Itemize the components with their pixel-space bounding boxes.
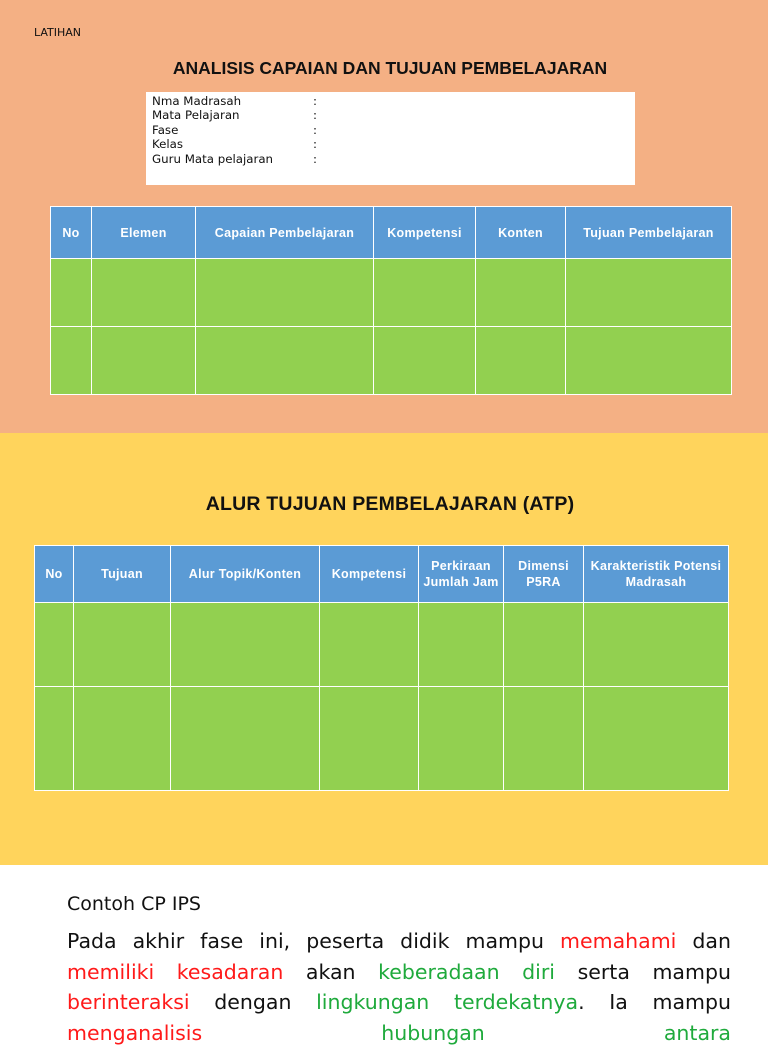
header-no: No [35,546,74,603]
info-label: Nma Madrasah [152,94,242,108]
table-cell[interactable] [92,259,196,327]
info-label: Mata Pelajaran [152,108,240,123]
info-row-fase [152,123,629,137]
header-elemen: Elemen [92,207,196,259]
table-cell[interactable] [35,687,74,791]
table-cell[interactable] [171,603,320,687]
table-cell[interactable] [74,603,171,687]
table-cell[interactable] [374,259,476,327]
table-cell[interactable] [476,259,566,327]
table-cell[interactable] [504,687,584,791]
info-row-mata-pelajaran [152,108,629,122]
table-cell[interactable] [35,603,74,687]
header-perkiraan-jumlah-jam: Perkiraan Jumlah Jam [419,546,504,603]
table-cell[interactable] [584,603,729,687]
paragraph-segment: dan [676,929,731,953]
info-label: Fase [152,122,179,137]
table-cell[interactable] [320,603,419,687]
header-tujuan: Tujuan [74,546,171,603]
info-colon: : [313,122,317,137]
table-cell[interactable] [51,327,92,395]
info-label: Guru Mata pelajaran [152,151,274,166]
table-cell[interactable] [374,327,476,395]
info-colon: : [313,151,317,166]
cp-paragraph [67,926,731,1048]
table-row [35,687,729,791]
table-row [35,603,729,687]
header-konten: Konten [476,207,566,259]
info-row-madrasah [152,94,629,108]
info-colon: : [313,94,317,108]
table-cell[interactable] [196,327,374,395]
header-no: No [51,207,92,259]
paragraph-segment: berinteraksi [67,990,190,1014]
header-alur-topik-konten: Alur Topik/Konten [171,546,320,603]
table-header-row [35,546,729,603]
paragraph-segment: Pada akhir fase ini, peserta didik mampu [67,929,561,953]
header-kompetensi: Kompetensi [374,207,476,259]
header-kompetensi: Kompetensi [320,546,419,603]
table-cell[interactable] [51,259,92,327]
table-row [51,259,732,327]
table-cell[interactable] [320,687,419,791]
paragraph-segment: serta mampu [555,959,731,984]
table-cell[interactable] [566,259,732,327]
paragraph-segment: . Ia mampu [578,990,732,1014]
info-row-kelas [152,137,629,151]
slide1-title: ANALISIS CAPAIAN DAN TUJUAN PEMBELAJARAN [172,58,608,78]
paragraph-segment: dengan [189,990,317,1014]
header-dimensi-p5ra: Dimensi P5RA [504,546,584,603]
info-colon: : [313,108,317,123]
paragraph-segment: keberadaan diri [378,959,555,984]
header-karakteristik-potensi: Karakteristik Potensi Madrasah [584,546,729,603]
table-cell[interactable] [419,687,504,791]
atp-table [34,545,729,791]
identity-info-box [146,92,635,185]
table-cell[interactable] [504,603,584,687]
table-cell[interactable] [171,687,320,791]
paragraph-segment: lingkungan terdekatnya [316,990,579,1014]
info-colon: : [313,137,317,152]
table-row [51,327,732,395]
contoh-heading: Contoh CP IPS [67,893,201,915]
info-row-guru [152,152,629,166]
paragraph-segment: memiliki kesadaran [67,959,284,984]
table-cell[interactable] [566,327,732,395]
table-header-row [51,207,732,259]
paragraph-segment: menganalisis [67,1020,203,1045]
slide-analisis-cp [0,0,768,433]
table-cell[interactable] [196,259,374,327]
paragraph-segment: memahami [560,929,677,953]
table-cell[interactable] [584,687,729,791]
cp-analysis-table [50,206,732,395]
paragraph-segment: hubungan antara [381,1020,731,1045]
info-label: Kelas [152,137,184,152]
slide2-title: ALUR TUJUAN PEMBELAJARAN (ATP) [205,493,575,515]
latihan-label: LATIHAN [34,26,82,39]
table-cell[interactable] [419,603,504,687]
header-tujuan-pembelajaran: Tujuan Pembelajaran [566,207,732,259]
paragraph-segment [202,1021,381,1045]
table-cell[interactable] [92,327,196,395]
header-capaian-pembelajaran: Capaian Pembelajaran [196,207,374,259]
table-cell[interactable] [74,687,171,791]
table-cell[interactable] [476,327,566,395]
paragraph-segment: akan [283,959,379,984]
